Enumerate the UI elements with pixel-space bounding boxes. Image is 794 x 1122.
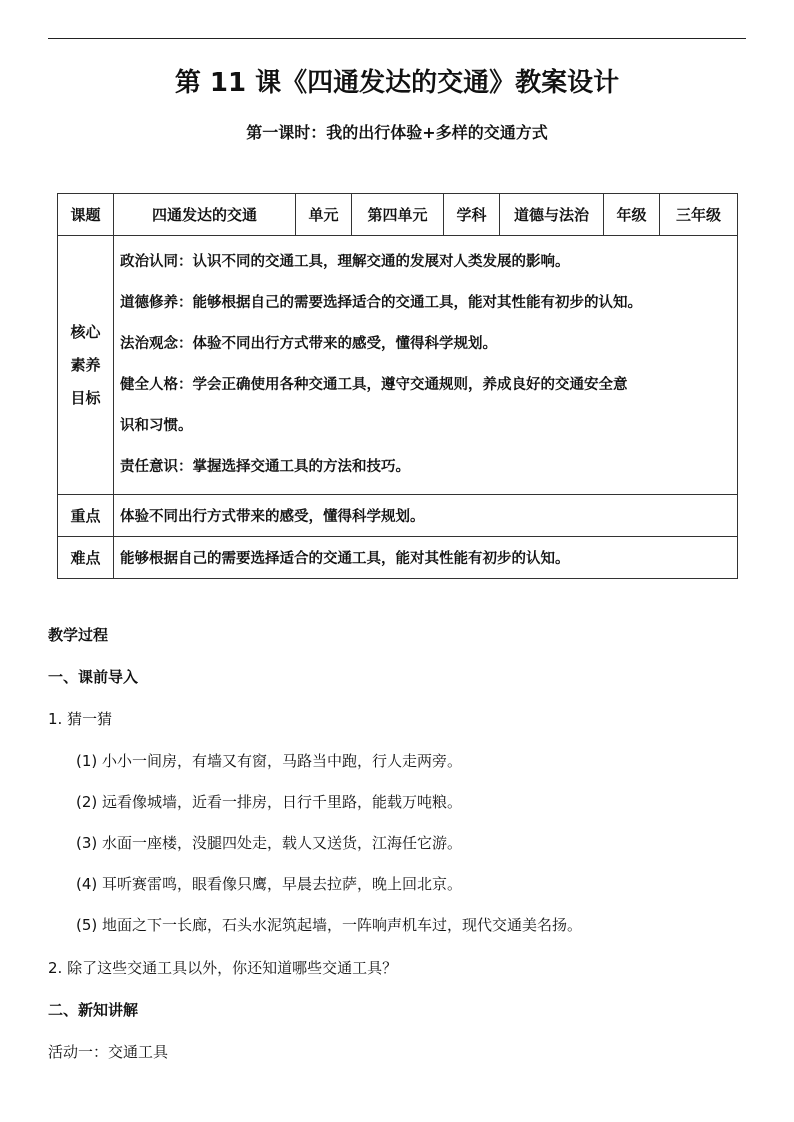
- list-item: 2. 除了这些交通工具以外，你还知道哪些交通工具？: [48, 959, 398, 977]
- difficulty-row: [58, 537, 738, 579]
- table-cell: 第四单元: [352, 194, 444, 236]
- goals-label-cell: [58, 236, 114, 495]
- table-cell: 道德与法治: [500, 194, 604, 236]
- key-point-text: 体验不同出行方式带来的感受，懂得科学规划。: [114, 495, 738, 537]
- riddle-item: (5) 地面之下一长廊，石头水泥筑起墙，一阵响声机车过，现代交通美名扬。: [76, 916, 583, 934]
- activity-heading: 活动一：交通工具: [48, 1043, 169, 1061]
- riddle-item: (1) 小小一间房，有墙又有窗，马路当中跑，行人走两旁。: [76, 752, 463, 770]
- difficulty-text: 能够根据自己的需要选择适合的交通工具，能对其性能有初步的认知。: [114, 537, 738, 579]
- key-point-label: 重点: [58, 495, 114, 537]
- process-heading: 教学过程: [48, 626, 109, 644]
- goal-line: 识和习惯。: [120, 418, 193, 434]
- riddle-item: (4) 耳听赛雷鸣，眼看像只鹰，早晨去拉萨，晚上回北京。: [76, 875, 463, 893]
- goals-label-line: 核心: [70, 322, 101, 341]
- goals-row: [58, 236, 738, 495]
- goal-line: 健全人格：学会正确使用各种交通工具，遵守交通规则，养成良好的交通安全意: [120, 377, 628, 393]
- riddle-item: (2) 远看像城墙，近看一排房，日行千里路，能载万吨粮。: [76, 793, 463, 811]
- goal-line: 法治观念：体验不同出行方式带来的感受，懂得科学规划。: [120, 336, 497, 352]
- table-cell: 三年级: [660, 194, 738, 236]
- header-rule: [48, 38, 746, 39]
- document-subtitle: 第一课时：我的出行体验+多样的交通方式: [246, 123, 548, 142]
- list-item: 1. 猜一猜: [48, 710, 113, 728]
- goal-line: 道德修养：能够根据自己的需要选择适合的交通工具，能对其性能有初步的认知。: [120, 295, 642, 311]
- key-point-row: [58, 495, 738, 537]
- goals-label-line: 素养: [70, 355, 101, 374]
- document-title: 第 11 课《四通发达的交通》教案设计: [174, 68, 620, 98]
- goal-line: 责任意识：掌握选择交通工具的方法和技巧。: [120, 459, 410, 475]
- lesson-info-table: [57, 193, 738, 579]
- table-cell: 四通发达的交通: [114, 194, 296, 236]
- section-heading: 一、课前导入: [48, 668, 139, 686]
- table-header-row: [58, 194, 738, 236]
- table-cell: 课题: [58, 194, 114, 236]
- table-cell: 学科: [444, 194, 500, 236]
- table-cell: 年级: [604, 194, 660, 236]
- riddle-item: (3) 水面一座楼，没腿四处走，载人又送货，江海任它游。: [76, 834, 463, 852]
- goals-label-line: 目标: [70, 388, 101, 407]
- goals-content-cell: [114, 236, 738, 495]
- table-cell: 单元: [296, 194, 352, 236]
- difficulty-label: 难点: [58, 537, 114, 579]
- section-heading: 二、新知讲解: [48, 1001, 139, 1019]
- goal-line: 政治认同：认识不同的交通工具，理解交通的发展对人类发展的影响。: [120, 254, 570, 270]
